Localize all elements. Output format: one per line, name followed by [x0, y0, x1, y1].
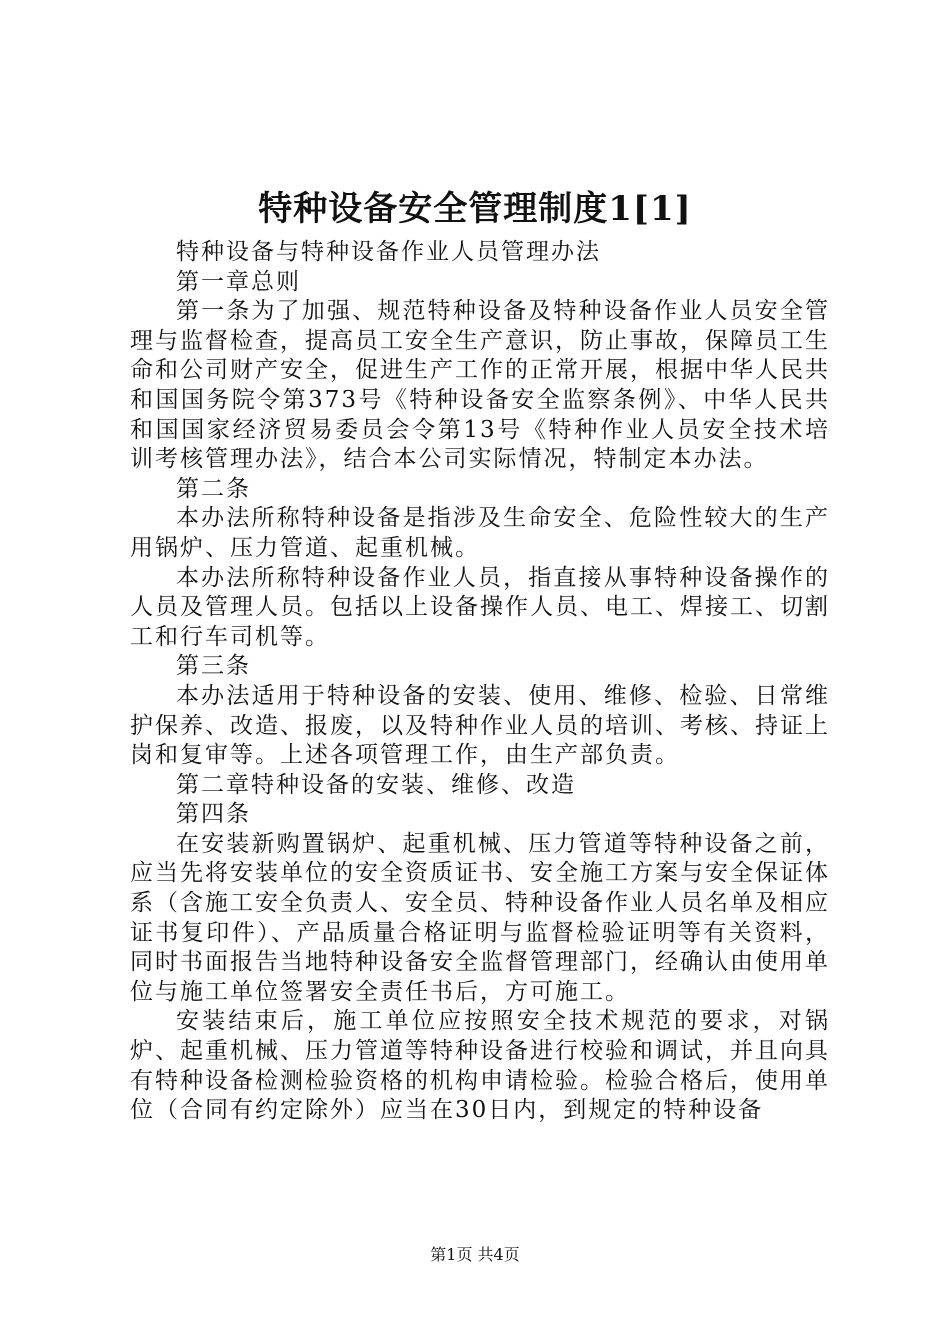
- document-title: 特种设备安全管理制度1[1]: [258, 189, 692, 229]
- paragraph-article-4-body-2: 安装结束后，施工单位应按照安全技术规范的要求，对锅炉、起重机械、压力管道等特种设备进行校验和调试，并且向具有特种设备检测检验资格的机构申请检验。检验合格后，使用单位（合同有约定除外）应当在30日内，到规定的特种设备: [130, 1008, 830, 1124]
- paragraph-chapter-2: 第二章特种设备的安装、维修、改造: [176, 771, 576, 798]
- paragraph-article-2-body-2: 本办法所称特种设备作业人员，指直接从事特种设备操作的人员及管理人员。包括以上设备操作人员、电工、焊接工、切割工和行车司机等。: [130, 564, 830, 650]
- paragraph-article-4-heading: 第四条: [176, 801, 251, 828]
- paragraph-subtitle: 特种设备与特种设备作业人员管理办法: [176, 239, 601, 265]
- paragraph-article-4-body-1: 在安装新购置锅炉、起重机械、压力管道等特种设备之前，应当先将安装单位的安全资质证书、安全施工方案与安全保证体系（含施工安全负责人、安全员、特种设备作业人员名单及相应证书复印件）、产品质量合格证明与监督检验证明等有关资料，同时书面报告当地特种设备安全监督管理部门，经确认由使用单位与施工单位签署安全责任书后，方可施工。: [130, 830, 830, 1005]
- document-body: [130, 238, 830, 1126]
- paragraph-article-3-heading: 第三条: [176, 653, 251, 680]
- page-number-footer: 第1页 共4页: [430, 1245, 520, 1264]
- paragraph-chapter-1: 第一章总则: [176, 268, 301, 295]
- paragraph-article-2-heading: 第二条: [176, 475, 251, 502]
- paragraph-article-2-body-1: 本办法所称特种设备是指涉及生命安全、危险性较大的生产用锅炉、压力管道、起重机械。: [130, 505, 830, 561]
- paragraph-article-1: 第一条为了加强、规范特种设备及特种设备作业人员安全管理与监督检查，提高员工安全生产意识，防止事故，保障员工生命和公司财产安全，促进生产工作的正常开展，根据中华人民共和国国务院令第373号《特种设备安全监察条例》、中华人民共和国国家经济贸易委员会令第13号《特种作业人员安全技术培训考核管理办法》，结合本公司实际情况，特制定本办法。: [130, 298, 830, 473]
- paragraph-article-3-body: 本办法适用于特种设备的安装、使用、维修、检验、日常维护保养、改造、报废，以及特种作业人员的培训、考核、持证上岗和复审等。上述各项管理工作，由生产部负责。: [130, 682, 830, 769]
